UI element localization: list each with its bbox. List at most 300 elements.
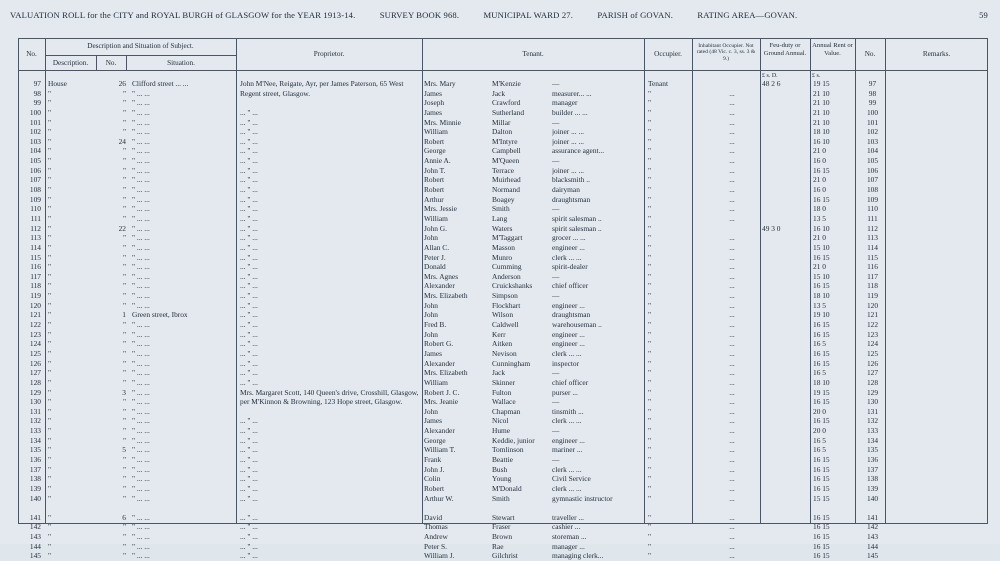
inhabitant-occupier: ... [729, 532, 735, 542]
table-row [18, 301, 988, 311]
table-row [18, 127, 988, 137]
occupier: " [648, 387, 652, 397]
row-number: 113 [30, 233, 41, 243]
situation: " ... ... [132, 213, 150, 223]
proprietor: ... " ... [240, 300, 258, 310]
tenant-occupation: engineer ... [552, 435, 585, 445]
tenant-surname: Terrace [492, 165, 515, 175]
tenant-surname: Smith [492, 493, 510, 503]
header-rent: Annual Rent or Value. [812, 42, 853, 57]
annual-rent: 21 10 [813, 88, 830, 98]
row-number-right: 141 [866, 512, 879, 522]
description: " [48, 339, 52, 349]
street-number: 3 [122, 387, 126, 397]
tenant-forename: Annie A. [424, 156, 451, 166]
annual-rent: 16 15 [813, 532, 830, 542]
street-number: " [122, 493, 126, 503]
occupier: " [648, 532, 652, 542]
tenant-forename: John G. [424, 223, 447, 233]
proprietor: ... " ... [240, 483, 258, 493]
tenant-surname: Dalton [492, 127, 513, 137]
table-row [18, 542, 988, 552]
situation: " ... ... [132, 551, 150, 561]
occupier: " [648, 377, 652, 387]
inhabitant-occupier: ... [729, 185, 735, 195]
description: " [48, 233, 52, 243]
tenant-surname: Tomlinson [492, 445, 524, 455]
annual-rent: 16 5 [813, 368, 826, 378]
street-number: " [122, 262, 126, 272]
tenant-forename: John [424, 300, 438, 310]
description: " [48, 127, 52, 137]
situation: " ... ... [132, 252, 150, 262]
occupier: " [648, 397, 652, 407]
proprietor: ... " ... [240, 175, 258, 185]
situation: " ... ... [132, 339, 150, 349]
description: " [48, 493, 52, 503]
row-number-right: 122 [866, 320, 879, 330]
feu-duty: 48 2 6 [762, 79, 781, 88]
street-number: " [122, 117, 126, 127]
header-no: No. [26, 50, 37, 58]
tenant-surname: Rae [492, 541, 504, 551]
occupier: Tenant [648, 79, 669, 88]
table-row [18, 166, 988, 176]
description: " [48, 512, 52, 522]
street-number: " [122, 320, 126, 330]
occupier: " [648, 320, 652, 330]
row-number: 109 [29, 194, 41, 204]
street-number: " [122, 300, 126, 310]
row-number-right: 106 [866, 165, 879, 175]
proprietor: ... " ... [240, 551, 258, 561]
tenant-forename: Arthur W. [424, 493, 454, 503]
description: " [48, 88, 52, 98]
tenant-forename: Peter J. [424, 252, 446, 262]
tenant-occupation: grocer ... ... [552, 233, 586, 243]
tenant-forename: James [424, 416, 443, 426]
tenant-surname: Bush [492, 464, 508, 474]
tenant-surname: Young [492, 474, 512, 484]
table-row [18, 445, 988, 455]
proprietor: ... " ... [240, 242, 258, 252]
inhabitant-occupier: ... [729, 271, 735, 281]
street-number: " [122, 146, 126, 156]
table-row [18, 137, 988, 147]
row-number: 124 [29, 339, 41, 349]
tenant-forename: Andrew [424, 532, 448, 542]
row-number: 135 [29, 445, 41, 455]
table-row [18, 156, 988, 166]
proprietor: ... " ... [240, 445, 258, 455]
tenant-surname: Munro [492, 252, 513, 262]
annual-rent: 20 0 [813, 426, 826, 436]
street-number: " [122, 532, 126, 542]
occupier: " [648, 117, 652, 127]
tenant-forename: Mrs. Jessie [424, 204, 457, 214]
tenant-forename: Frank [424, 454, 442, 464]
tenant-surname: Masson [492, 242, 515, 252]
tenant-forename: Robert J. C. [424, 387, 460, 397]
annual-rent: 16 15 [813, 464, 830, 474]
occupier: " [648, 175, 652, 185]
tenant-surname: Jack [492, 88, 506, 98]
inhabitant-occupier: ... [729, 320, 735, 330]
row-number-right: 135 [866, 445, 879, 455]
tenant-surname: Wilson [492, 310, 514, 320]
tenant-occupation: managing clerk... [552, 551, 604, 561]
tenant-occupation: — [552, 156, 560, 166]
annual-rent: 16 15 [813, 358, 830, 368]
street-number: " [122, 426, 126, 436]
occupier: " [648, 435, 652, 445]
description: " [48, 194, 52, 204]
street-number: 6 [122, 512, 126, 522]
inhabitant-occupier: ... [729, 435, 735, 445]
annual-rent: 21 0 [813, 146, 826, 156]
description: " [48, 117, 52, 127]
proprietor: ... " ... [240, 291, 258, 301]
page-number: 59 [979, 10, 988, 20]
annual-rent: 15 10 [813, 242, 830, 252]
annual-rent: 16 15 [813, 541, 830, 551]
inhabitant-occupier: ... [729, 522, 735, 532]
row-number-right: 105 [866, 156, 879, 166]
street-number: " [122, 194, 126, 204]
tenant-occupation: manager [552, 98, 578, 108]
row-number-right: 139 [866, 483, 879, 493]
street-number: " [122, 175, 126, 185]
street-number: " [122, 358, 126, 368]
tenant-occupation: — [552, 271, 560, 281]
annual-rent: 21 0 [813, 262, 826, 272]
street-number: " [122, 156, 126, 166]
row-number-right: 110 [867, 204, 878, 214]
tenant-forename: James [424, 348, 443, 358]
annual-rent: 16 0 [813, 156, 826, 166]
inhabitant-occupier: ... [729, 242, 735, 252]
inhabitant-occupier: ... [729, 252, 735, 262]
tenant-forename: John J. [424, 464, 445, 474]
tenant-occupation: — [552, 454, 560, 464]
tenant-occupation: spirit salesman .. [552, 213, 602, 223]
tenant-forename: William [424, 127, 448, 137]
description: " [48, 454, 52, 464]
row-number-right: 120 [866, 300, 879, 310]
tenant-forename: Donald [424, 262, 446, 272]
street-number: 22 [118, 223, 126, 233]
inhabitant-occupier: ... [729, 551, 735, 561]
row-number-right: 99 [868, 98, 877, 108]
occupier: " [648, 213, 652, 223]
row-number: 130 [29, 397, 41, 407]
description: " [48, 522, 52, 532]
tenant-forename: Thomas [424, 522, 448, 532]
proprietor: ... " ... [240, 223, 258, 233]
tenant-occupation: joiner ... ... [552, 127, 585, 137]
tenant-occupation: draughtsman [552, 194, 591, 204]
header-rule [18, 70, 988, 71]
row-number-right: 104 [866, 146, 879, 156]
tenant-occupation: — [552, 291, 560, 301]
occupier: " [648, 310, 652, 320]
rating-area: RATING AREA—GOVAN. [697, 10, 798, 20]
row-number-right: 123 [866, 329, 879, 339]
situation: " ... ... [132, 406, 150, 416]
tenant-occupation: tinsmith ... [552, 406, 584, 416]
proprietor: ... " ... [240, 117, 258, 127]
row-number: 136 [29, 454, 41, 464]
annual-rent: 21 10 [813, 98, 830, 108]
header-number: No. [105, 59, 117, 67]
row-number-right: 113 [867, 233, 878, 243]
annual-rent: 15 15 [813, 493, 830, 503]
tenant-occupation: engineer ... [552, 242, 585, 252]
row-number-right: 137 [866, 464, 879, 474]
street-number: 26 [118, 79, 126, 88]
tenant-surname: Hume [492, 426, 511, 436]
inhabitant-occupier: ... [729, 483, 735, 493]
tenant-surname: Millar [492, 117, 511, 127]
annual-rent: 16 15 [813, 329, 830, 339]
proprietor: ... " ... [240, 252, 258, 262]
table-row [18, 195, 988, 205]
tenant-surname: Brown [492, 532, 513, 542]
occupier: " [648, 185, 652, 195]
street-number: " [122, 271, 126, 281]
situation: " ... ... [132, 117, 150, 127]
header-remarks: Remarks. [922, 50, 951, 58]
tenant-forename: John [424, 329, 438, 339]
proprietor: ... " ... [240, 454, 258, 464]
table-row [18, 146, 988, 156]
table-row [18, 98, 988, 108]
situation: " ... ... [132, 320, 150, 330]
table-row [18, 89, 988, 99]
inhabitant-occupier: ... [729, 426, 735, 436]
tenant-surname: Fraser [492, 522, 511, 532]
proprietor: ... " ... [240, 165, 258, 175]
annual-rent: 16 15 [813, 320, 830, 330]
tenant-occupation: engineer ... [552, 339, 585, 349]
row-number-right: 114 [867, 242, 878, 252]
situation: " ... ... [132, 329, 150, 339]
row-number-right: 134 [866, 435, 879, 445]
description: " [48, 426, 52, 436]
header-proprietor: Proprietor. [313, 50, 345, 58]
street-number: " [122, 107, 126, 117]
annual-rent: 21 0 [813, 233, 826, 243]
row-number-right: 103 [866, 136, 879, 146]
row-number-right: 121 [866, 310, 879, 320]
row-number: 138 [29, 474, 41, 484]
tenant-surname: Jack [492, 368, 506, 378]
table-row [18, 436, 988, 446]
table-row [18, 214, 988, 224]
occupier: " [648, 551, 652, 561]
tenant-forename: Alexander [424, 358, 455, 368]
tenant-occupation: clerk ... ... [552, 416, 582, 426]
row-number-right: 127 [866, 368, 879, 378]
ward: MUNICIPAL WARD 27. [483, 10, 574, 20]
annual-rent: 16 15 [813, 551, 830, 561]
proprietor: ... " ... [240, 512, 258, 522]
tenant-occupation: purser ... [552, 387, 578, 397]
inhabitant-occupier: ... [729, 310, 735, 320]
situation: " ... ... [132, 435, 150, 445]
row-number-right: 128 [866, 377, 879, 387]
tenant-occupation: clerk ... ... [552, 252, 582, 262]
annual-rent: 21 10 [813, 117, 830, 127]
street-number: " [122, 185, 126, 195]
tenant-surname: Sutherland [492, 107, 525, 117]
situation: " ... ... [132, 522, 150, 532]
tenant-occupation: cashier ... [552, 522, 581, 532]
tenant-occupation: inspector [552, 358, 580, 368]
situation: " ... ... [132, 175, 150, 185]
annual-rent: 21 0 [813, 175, 826, 185]
row-number: 122 [29, 320, 41, 330]
tenant-forename: William [424, 213, 448, 223]
occupier: " [648, 165, 652, 175]
occupier: " [648, 454, 652, 464]
tenant-forename: John [424, 233, 438, 243]
description: " [48, 416, 52, 426]
situation: " ... ... [132, 185, 150, 195]
situation: Clifford street ... ... [132, 79, 189, 88]
row-number-right: 116 [867, 262, 878, 272]
row-number-right: 108 [866, 185, 879, 195]
tenant-forename: Allan C. [424, 242, 450, 252]
inhabitant-occupier: ... [729, 454, 735, 464]
row-number: 134 [29, 435, 41, 445]
proprietor: ... " ... [240, 146, 258, 156]
street-number: " [122, 377, 126, 387]
proprietor: ... " ... [240, 127, 258, 137]
situation: " ... ... [132, 397, 150, 407]
row-number: 131 [29, 406, 41, 416]
table-row [18, 224, 988, 234]
description: House [48, 79, 67, 88]
inhabitant-occupier: ... [729, 146, 735, 156]
street-number: " [122, 551, 126, 561]
proprietor: ... " ... [240, 416, 258, 426]
annual-rent: 16 15 [813, 252, 830, 262]
proprietor: ... " ... [240, 348, 258, 358]
row-number-right: 98 [868, 88, 877, 98]
tenant-forename: Robert [424, 175, 445, 185]
page-header [10, 10, 990, 24]
tenant-surname: Anderson [492, 271, 521, 281]
situation: " ... ... [132, 156, 150, 166]
tenant-forename: Colin [424, 474, 441, 484]
description: " [48, 175, 52, 185]
description: " [48, 348, 52, 358]
occupier: " [648, 242, 652, 252]
tenant-surname: Cumming [492, 262, 522, 272]
annual-rent: 13 5 [813, 213, 826, 223]
row-number-right: 132 [866, 416, 879, 426]
occupier: " [648, 358, 652, 368]
inhabitant-occupier: ... [729, 136, 735, 146]
proprietor: ... " ... [240, 358, 258, 368]
description: " [48, 329, 52, 339]
row-number: 127 [29, 368, 41, 378]
description: " [48, 156, 52, 166]
table-row [18, 349, 988, 359]
tenant-occupation: clerk ... ... [552, 483, 582, 493]
description: " [48, 474, 52, 484]
situation: " ... ... [132, 88, 150, 98]
annual-rent: 16 0 [813, 185, 826, 195]
row-number: 123 [29, 329, 41, 339]
inhabitant-occupier: ... [729, 445, 735, 455]
occupier: " [648, 291, 652, 301]
proprietor: ... " ... [240, 136, 258, 146]
situation: " ... ... [132, 233, 150, 243]
row-number: 133 [29, 426, 41, 436]
row-number-right: 130 [866, 397, 879, 407]
table-row [18, 233, 988, 243]
row-number: 103 [29, 136, 41, 146]
inhabitant-occupier: ... [729, 541, 735, 551]
tenant-surname: Smith [492, 204, 510, 214]
tenant-forename: William T. [424, 445, 456, 455]
annual-rent: 16 15 [813, 454, 830, 464]
proprietor: ... " ... [240, 213, 258, 223]
street-number: " [122, 348, 126, 358]
row-number: 112 [30, 223, 41, 233]
row-number-right: 144 [866, 541, 879, 551]
proprietor: ... " ... [240, 541, 258, 551]
street-number: " [122, 165, 126, 175]
street-number: " [122, 127, 126, 137]
tenant-forename: George [424, 435, 446, 445]
header-occupier: Occupier. [654, 50, 682, 58]
situation: " ... ... [132, 368, 150, 378]
survey-book: SURVEY BOOK 968. [379, 10, 460, 20]
street-number: " [122, 213, 126, 223]
occupier: " [648, 339, 652, 349]
occupier: " [648, 300, 652, 310]
tenant-forename: George [424, 146, 446, 156]
table-row [18, 330, 988, 340]
description: " [48, 146, 52, 156]
table-row [18, 243, 988, 253]
table-row [18, 310, 988, 320]
proprietor: ... " ... [240, 310, 258, 320]
annual-rent: 16 15 [813, 522, 830, 532]
street-number: 1 [122, 310, 126, 320]
occupier: " [648, 445, 652, 455]
description: " [48, 387, 52, 397]
annual-rent: 16 10 [813, 136, 830, 146]
occupier: " [648, 329, 652, 339]
tenant-occupation: clerk ... ... [552, 464, 582, 474]
row-number: 108 [29, 185, 41, 195]
situation: " ... ... [132, 454, 150, 464]
tenant-occupation: draughtsman [552, 310, 591, 320]
row-number-right: 140 [866, 493, 879, 503]
inhabitant-occupier: ... [729, 474, 735, 484]
description: " [48, 281, 52, 291]
tenant-surname: M'Queen [492, 156, 520, 166]
tenant-occupation: engineer ... [552, 300, 585, 310]
inhabitant-occupier: ... [729, 165, 735, 175]
header-description: Description. [52, 59, 89, 67]
table-row [18, 253, 988, 263]
tenant-occupation: Civil Service [552, 474, 591, 484]
